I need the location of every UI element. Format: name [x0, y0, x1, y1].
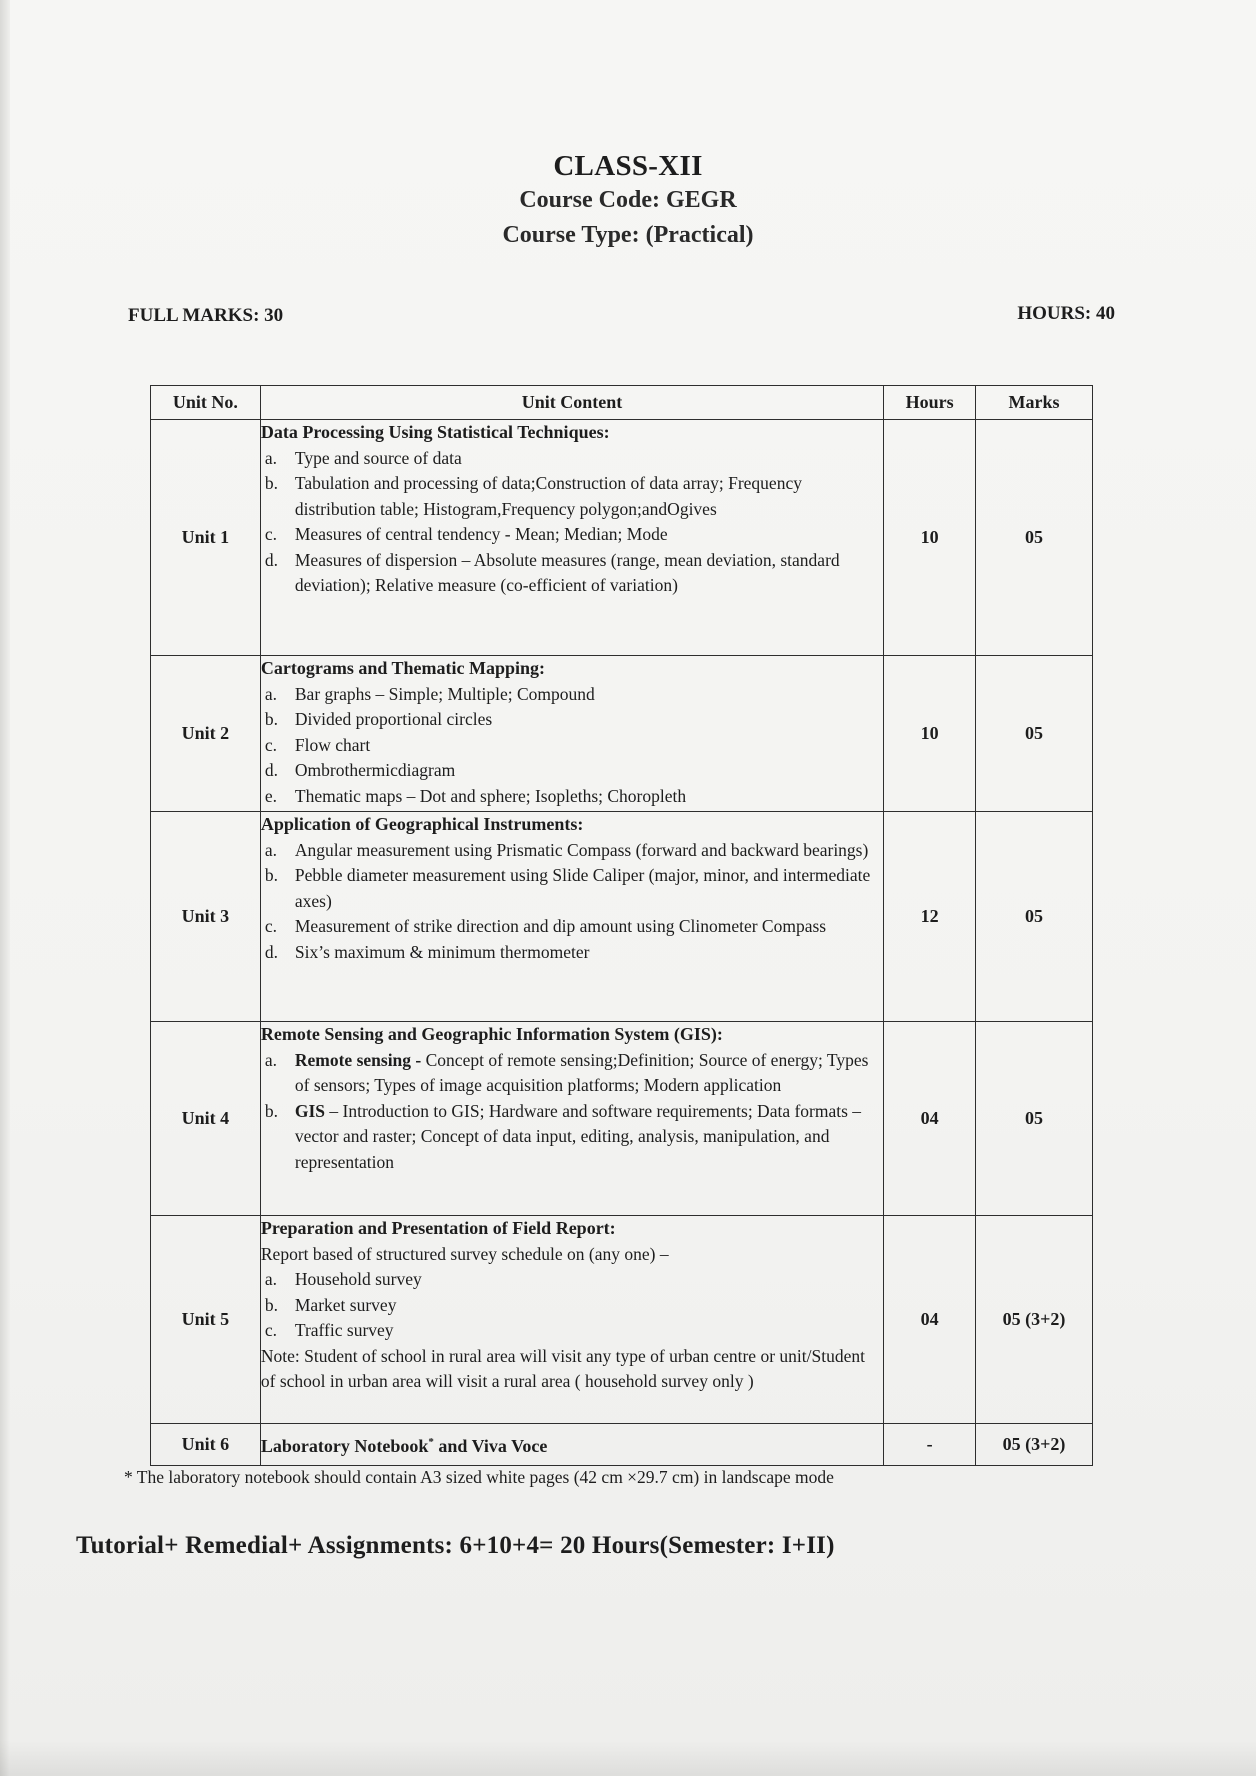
- list-item: [261, 1293, 883, 1319]
- unit-hours: 04: [884, 1022, 976, 1216]
- list-marker: c.: [264, 734, 278, 755]
- list-marker: d.: [264, 549, 278, 570]
- list-item-text: Traffic survey: [294, 1320, 394, 1340]
- footnote-marker: *: [428, 1435, 434, 1448]
- list-item-text: Divided proportional circles: [294, 709, 493, 729]
- topic-list: [261, 446, 883, 599]
- topic-list: [261, 1048, 883, 1176]
- table-row: [151, 1216, 1093, 1424]
- unit-content: [260, 420, 883, 656]
- topic-list: [261, 682, 883, 810]
- header-unit: Unit No.: [151, 386, 261, 420]
- list-item-lead: Remote sensing -: [294, 1049, 422, 1070]
- list-item: [261, 863, 883, 914]
- unit-number: Unit 5: [151, 1216, 261, 1424]
- unit-hours: 10: [884, 420, 976, 656]
- list-item: [261, 682, 883, 708]
- list-item: [261, 548, 883, 599]
- page-edge: [0, 0, 10, 1776]
- unit-marks: 05 (3+2): [976, 1216, 1093, 1424]
- list-item-text: Flow chart: [294, 734, 371, 755]
- course-type: Course Type: (Practical): [502, 222, 754, 248]
- list-item-text: Six’s maximum & minimum thermometer: [294, 941, 590, 962]
- course-code: Course Code: GEGR: [519, 187, 737, 213]
- page-title: CLASS-XII: [553, 150, 703, 182]
- header-hours: Hours: [884, 386, 976, 420]
- unit-marks: 05: [976, 1022, 1093, 1216]
- section-title: Laboratory Notebook: [260, 1435, 429, 1456]
- unit-marks: 05: [976, 812, 1093, 1022]
- unit-content: [260, 656, 883, 812]
- list-marker: a.: [264, 447, 278, 468]
- unit-hours: -: [884, 1424, 976, 1466]
- list-item-text: – Introduction to GIS; Hardware and software requirements; Data formats – vector and raster; Concept of data input, editing, analysis, manipulation, and representation: [294, 1100, 862, 1172]
- section-title: Application of Geographical Instruments:: [260, 814, 584, 834]
- list-marker: c.: [264, 1320, 278, 1340]
- list-marker: b.: [264, 1100, 278, 1121]
- list-item-text: Thematic maps – Dot and sphere; Isopleths; Choropleth: [294, 785, 687, 806]
- table-row: [151, 1022, 1093, 1216]
- table-row: [151, 1424, 1093, 1466]
- footnote: * The laboratory notebook should contain A3 sized white pages (42 cm ×29.7 cm) in landscape mode: [124, 1467, 834, 1487]
- scan-shadow: [0, 1740, 1256, 1776]
- list-item: [261, 1099, 883, 1176]
- total-hours: HOURS: 40: [1017, 303, 1115, 324]
- unit-number: Unit 4: [151, 1022, 261, 1216]
- list-item-text: Market survey: [294, 1294, 397, 1315]
- list-marker: d.: [264, 941, 278, 962]
- list-item: [261, 1267, 883, 1293]
- table-row: [151, 812, 1093, 1022]
- section-title: Preparation and Presentation of Field Report:: [260, 1218, 616, 1238]
- list-item: [261, 522, 883, 548]
- unit-content: [260, 1216, 883, 1424]
- syllabus-table: [150, 385, 1093, 1466]
- list-item-text: Angular measurement using Prismatic Compass (forward and backward bearings): [294, 839, 869, 860]
- full-marks: FULL MARKS: 30: [128, 305, 284, 326]
- list-item: [261, 1048, 883, 1099]
- list-marker: a.: [264, 1049, 278, 1070]
- unit-hours: 12: [884, 812, 976, 1022]
- list-item-text: Ombrothermicdiagram: [294, 760, 456, 780]
- list-item-lead: GIS: [294, 1100, 326, 1121]
- list-item: [261, 1318, 883, 1344]
- header-marks: Marks: [976, 386, 1093, 420]
- tutorial-summary: Tutorial+ Remedial+ Assignments: 6+10+4= 20 Hours(Semester: I+II): [76, 1532, 835, 1559]
- section-intro: Report based of structured survey schedule on (any one) –: [260, 1243, 669, 1264]
- list-item-text: Measurement of strike direction and dip amount using Clinometer Compass: [294, 916, 827, 936]
- list-marker: a.: [264, 1269, 278, 1289]
- list-marker: b.: [264, 1294, 278, 1315]
- list-item: [261, 838, 883, 864]
- list-marker: d.: [264, 760, 278, 780]
- list-item: [261, 733, 883, 759]
- table-row: [151, 656, 1093, 812]
- unit-hours: 04: [884, 1216, 976, 1424]
- header-content: Unit Content: [260, 386, 883, 420]
- table-row: [151, 420, 1093, 656]
- unit-marks: 05: [976, 420, 1093, 656]
- list-item: [261, 784, 883, 810]
- unit-number: Unit 3: [151, 812, 261, 1022]
- unit-content: [260, 812, 883, 1022]
- list-marker: b.: [264, 473, 278, 493]
- section-title: Remote Sensing and Geographic Information System (GIS):: [260, 1024, 723, 1044]
- unit-content: [260, 1022, 883, 1216]
- list-item-text: Measures of dispersion – Absolute measures (range, mean deviation, standard deviation); Relative measure (co-efficient of variation): [294, 549, 840, 595]
- list-item: [261, 707, 883, 733]
- unit-marks: 05: [976, 656, 1093, 812]
- unit-number: Unit 6: [151, 1424, 261, 1466]
- list-item-text: Type and source of data: [294, 447, 462, 468]
- topic-list: [261, 1267, 883, 1344]
- unit-hours: 10: [884, 656, 976, 812]
- unit-content: [260, 1424, 883, 1466]
- list-marker: c.: [264, 524, 278, 544]
- list-marker: e.: [264, 785, 278, 806]
- unit-number: Unit 1: [151, 420, 261, 656]
- list-item-text: Bar graphs – Simple; Multiple; Compound: [294, 683, 595, 704]
- unit-marks: 05 (3+2): [976, 1424, 1093, 1466]
- list-marker: a.: [264, 683, 278, 704]
- list-item-text: Measures of central tendency - Mean; Median; Mode: [294, 524, 668, 544]
- list-item: [261, 471, 883, 522]
- list-item-text: Pebble diameter measurement using Slide Caliper (major, minor, and intermediate axes): [294, 865, 871, 911]
- list-marker: c.: [264, 916, 278, 936]
- unit-number: Unit 2: [151, 656, 261, 812]
- list-item: [261, 446, 883, 472]
- list-item: [261, 758, 883, 784]
- list-item: [261, 914, 883, 940]
- list-item: [261, 940, 883, 966]
- section-title-rest: and Viva Voce: [433, 1435, 548, 1456]
- section-title: Cartograms and Thematic Mapping:: [260, 658, 546, 678]
- list-item-text: Concept of remote sensing;Definition; Source of energy; Types of sensors; Types of image acquisition platforms; Modern application: [294, 1049, 869, 1095]
- list-item-text: Tabulation and processing of data;Construction of data array; Frequency distribution table; Histogram,Frequency polygon;andOgives: [294, 473, 802, 519]
- section-title: Data Processing Using Statistical Techniques:: [260, 422, 610, 442]
- section-note: Note: Student of school in rural area will visit any type of urban centre or unit/Student of school in urban area will visit a rural area ( household survey only ): [260, 1345, 865, 1391]
- list-item-text: Household survey: [294, 1269, 422, 1289]
- list-marker: b.: [264, 709, 278, 729]
- list-marker: b.: [264, 865, 278, 885]
- table-header-row: [151, 386, 1093, 420]
- topic-list: [261, 838, 883, 966]
- list-marker: a.: [264, 839, 278, 860]
